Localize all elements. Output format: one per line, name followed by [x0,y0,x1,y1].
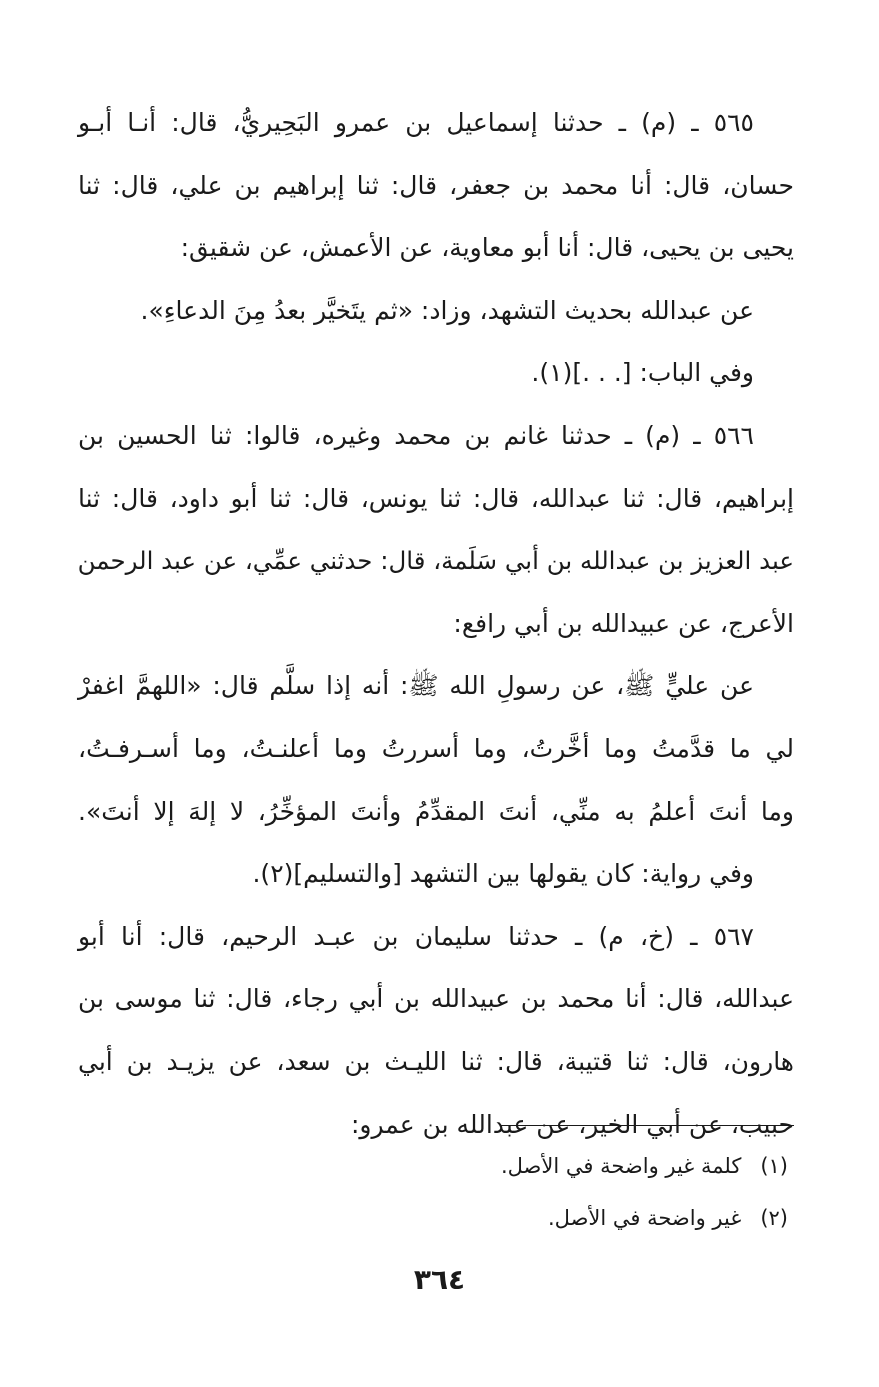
text-line: هارون، قال: ثنا قتيبة، قال: ثنا الليـث بن سعد، عن يزيـد بن أبي [78,1046,794,1076]
footnote-text: كلمة غير واضحة في الأصل. [500,1154,742,1178]
footnote-1 [78,1140,794,1192]
footnote-2 [78,1192,794,1244]
text-line: وفي الباب: [. . .](١). [531,358,754,388]
text-line: ٥٦٥ ـ (م) ـ حدثنا إسماعيل بن عمرو البَحِيريُّ، قال: أنـا أبـو [78,108,754,137]
footnote-number: (٢) [760,1206,788,1230]
text-line: عن عبدالله بحديث التشهد، وزاد: «ثم يتَخيَّر بعدُ مِنَ الدعاءِ». [140,295,754,325]
text-line: ٥٦٧ ـ (خ، م) ـ حدثنا سليمان بن عبـد الرحيم، قال: أنا أبو [78,921,754,951]
text-line: حبيب، عن أبي الخير، عن عبدالله بن عمرو: [350,1109,794,1139]
footnote-text: غير واضحة في الأصل. [547,1206,742,1230]
footnotes-section [78,1125,794,1244]
text-line: وفي رواية: كان يقولها بين التشهد [والتسليم](٢). [252,859,754,889]
text-line: يحيى بن يحيى، قال: أنا أبو معاوية، عن الأعمش، عن شقيق: [180,233,794,263]
text-line: عبدالله، قال: أنا محمد بن عبيدالله بن أبي رجاء، قال: ثنا موسى بن [78,984,794,1014]
text-line: لي ما قدَّمتُ وما أخَّرتُ، وما أسررتُ وما أعلنـتُ، وما أسـرفـتُ، [78,733,794,763]
text-line: إبراهيم، قال: ثنا عبدالله، قال: ثنا يونس، قال: ثنا أبو داود، قال: ثنا [78,483,794,513]
text-line: عن عليٍّ ﷺ، عن رسولِ الله ﷺ: أنه إذا سلَّم قال: «اللهمَّ اغفرْ [78,671,754,701]
text-line: الأعرج، عن عبيدالله بن أبي رافع: [453,608,794,638]
page-body [78,92,794,1156]
text-line: عبد العزيز بن عبدالله بن أبي سَلَمة، قال: حدثني عمِّي، عن عبد الرحمن [77,546,794,576]
footnote-number: (١) [760,1154,788,1178]
page-number: ٣٦٤ [413,1263,466,1296]
text-line: وما أنتَ أعلمُ به منِّي، أنتَ المقدِّمُ وأنتَ المؤخِّرُ، لا إلهَ إلا أنتَ». [78,796,794,826]
text-line: ٥٦٦ ـ (م) ـ حدثنا غانم بن محمد وغيره، قالوا: ثنا الحسين بن [78,420,754,450]
text-line: حسان، قال: أنا محمد بن جعفر، قال: ثنا إبراهيم بن علي، قال: ثنا [78,170,794,200]
